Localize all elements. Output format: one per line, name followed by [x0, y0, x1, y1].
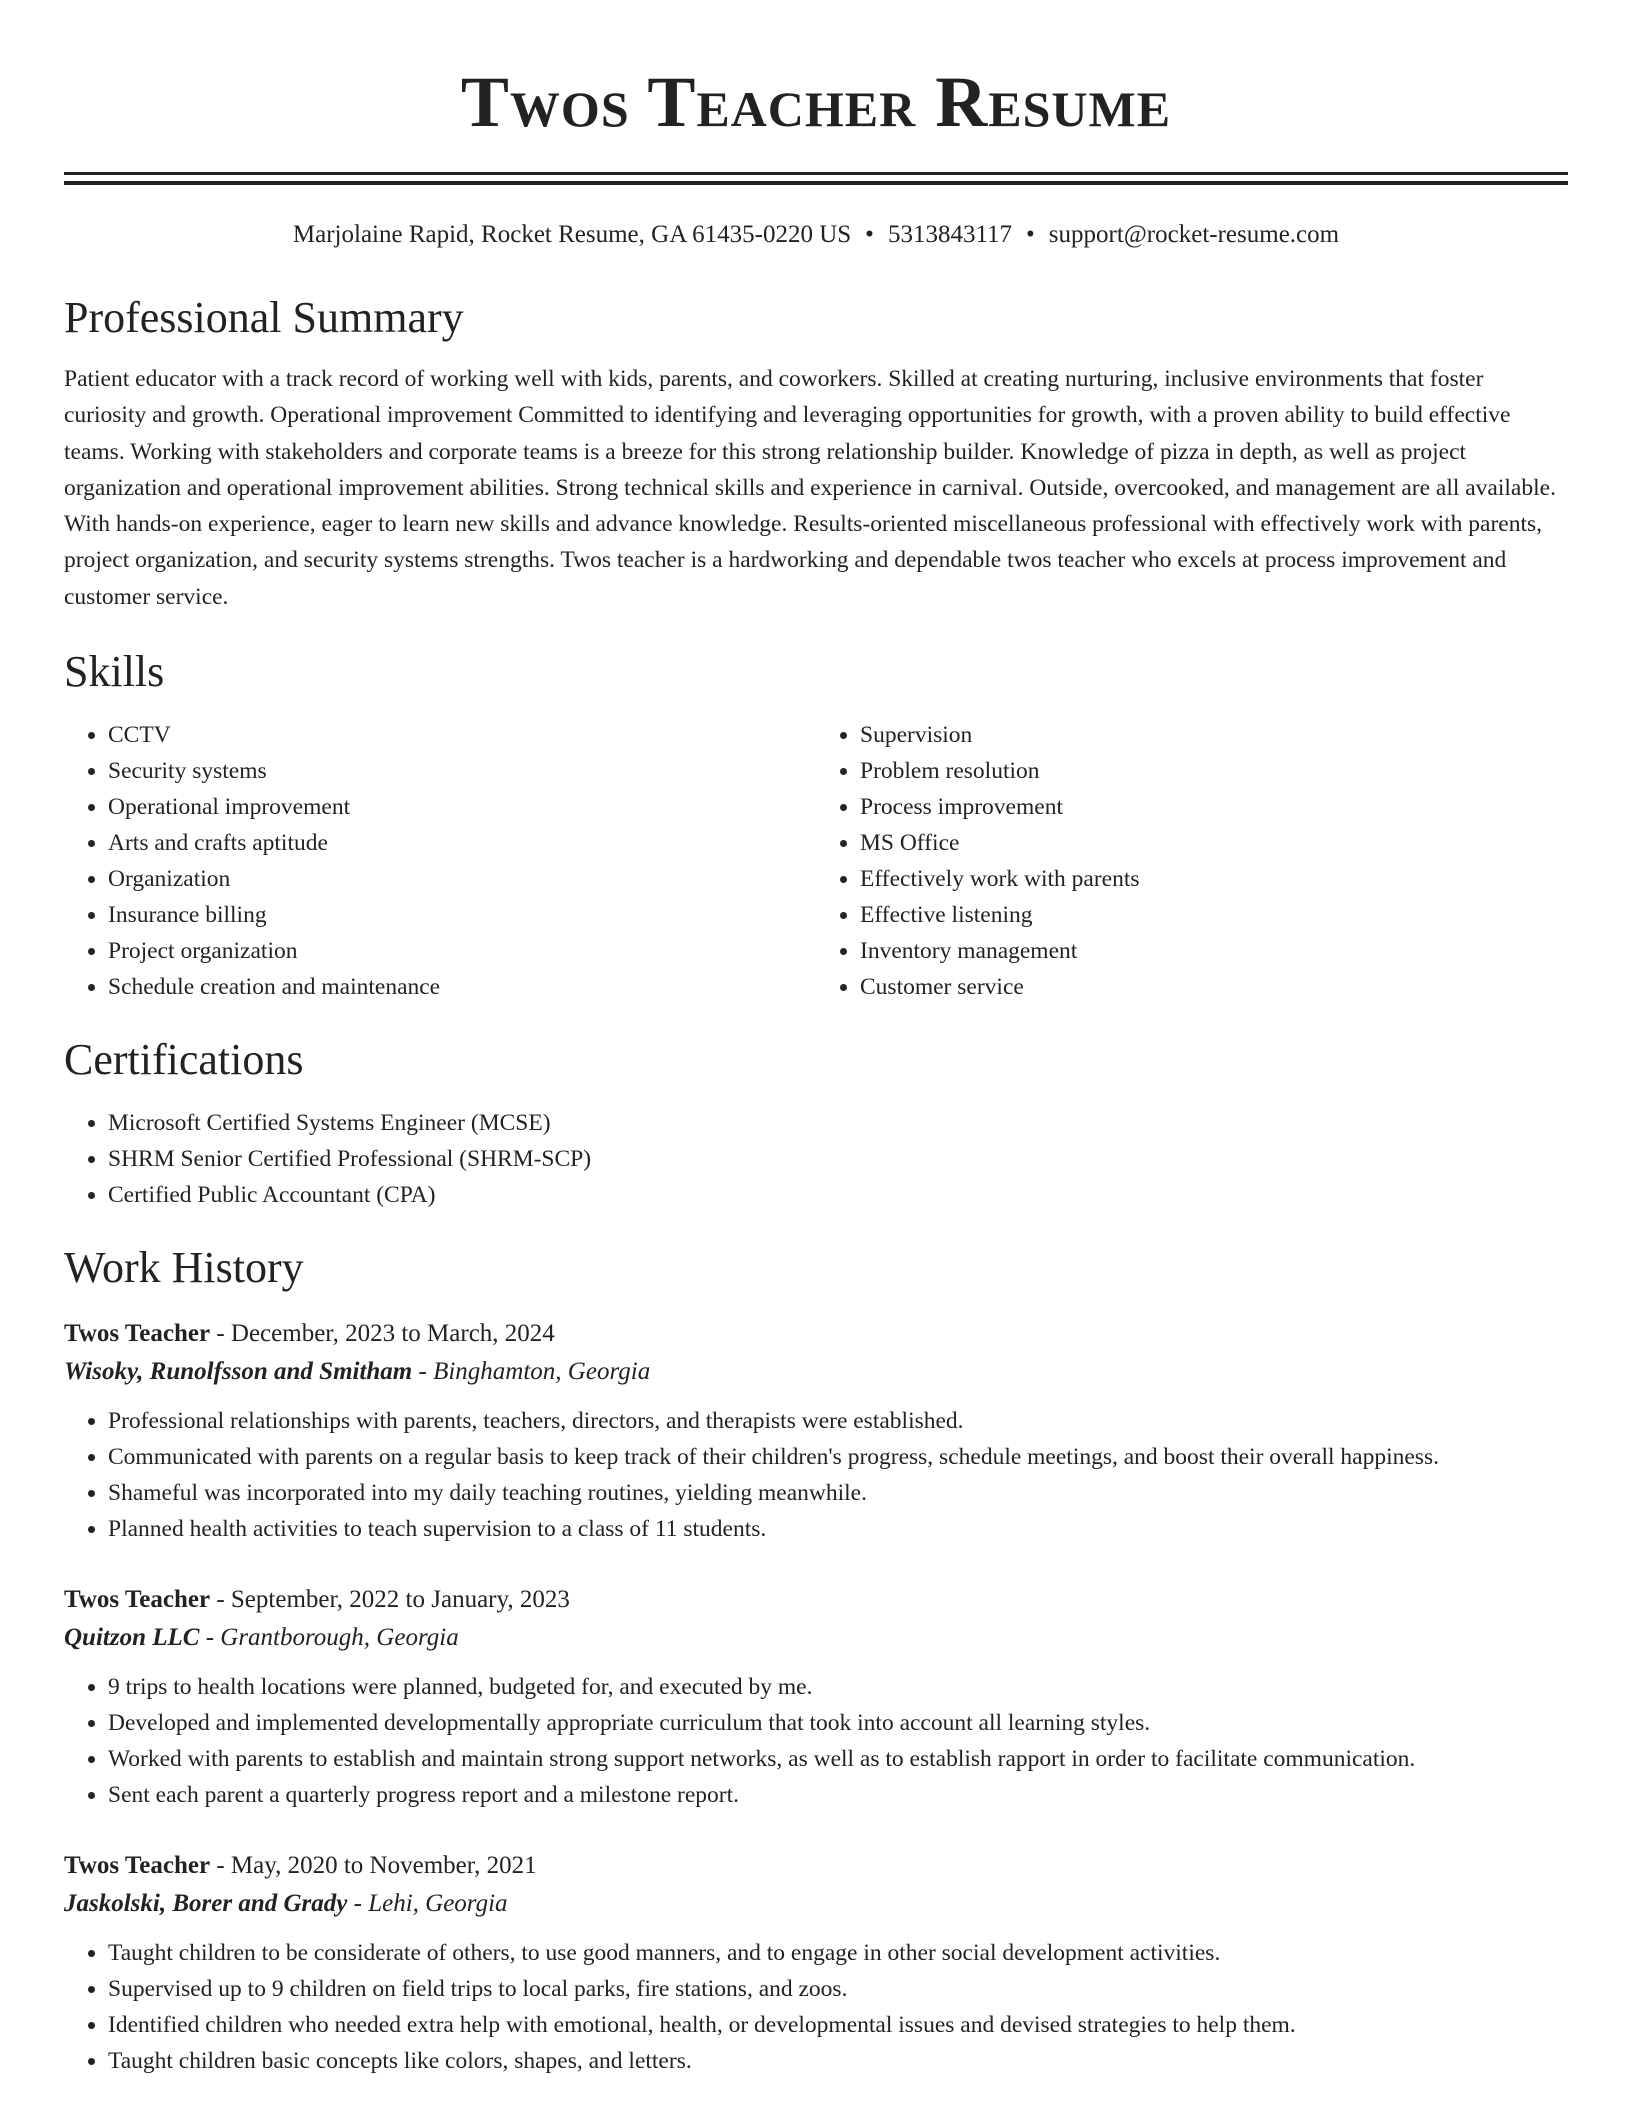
job-title: Twos Teacher [64, 1586, 211, 1614]
job-company-line [64, 1885, 1568, 1923]
skill-item: • MS Office [860, 825, 1568, 861]
certification-item: • Microsoft Certified Systems Engineer (MCSE) [108, 1105, 1568, 1141]
job-bullet: • Worked with parents to establish and maintain strong support networks, as well as to establish rapport in order to facilitate communication. [108, 1741, 1568, 1777]
job-location: - Grantborough, Georgia [199, 1624, 459, 1652]
job-location: - Lehi, Georgia [347, 1890, 508, 1918]
skills-columns [64, 717, 1568, 1005]
skill-item: • Inventory management [860, 933, 1568, 969]
summary-text: Patient educator with a track record of working well with kids, parents, and coworkers. Skilled at creating nurturing, inclusive environments that foster curiosity and growth. Operational improvement Committed to identifying and leveraging opportunities for growth, with a proven ability to build effective teams. Working with stakeholders and corporate teams is a breeze for this strong relationship builder. Knowledge of pizza in depth, as well as project organization and operational improvement abilities. Strong technical skills and experience in carnival. Outside, overcooked, and management are all available. With hands-on experience, eager to learn new skills and advance knowledge. Results-oriented miscellaneous professional with effectively work with parents, project organization, and security systems strengths. Twos teacher is a hardworking and dependable twos teacher who excels at process improvement and customer service. [64, 366, 1556, 610]
contact-phone: 5313843117 [887, 221, 1013, 248]
job-bullet: • Professional relationships with parents, teachers, directors, and therapists were established. [108, 1403, 1568, 1439]
job-dates: - December, 2023 to March, 2024 [210, 1320, 555, 1348]
job-bullet: • Identified children who needed extra help with emotional, health, or developmental issues and devised strategies to help them. [108, 2007, 1568, 2043]
skills-right-list [816, 717, 1568, 1005]
contact-address: Marjolaine Rapid, Rocket Resume, GA 61435-0220 US [292, 221, 852, 248]
certification-item: • SHRM Senior Certified Professional (SHRM-SCP) [108, 1141, 1568, 1177]
job-company: Jaskolski, Borer and Grady [64, 1890, 348, 1918]
skill-item: • Supervision [860, 717, 1568, 753]
certifications-heading: Certifications [64, 1035, 304, 1085]
title-divider-top [64, 172, 1568, 175]
job-dates: - September, 2022 to January, 2023 [210, 1586, 570, 1614]
job-title-line [64, 1581, 1568, 1619]
job-bullet: • Sent each parent a quarterly progress report and a milestone report. [108, 1777, 1568, 1813]
job-bullet: • Supervised up to 9 children on field trips to local parks, fire stations, and zoos. [108, 1971, 1568, 2007]
skill-item: • Effectively work with parents [860, 861, 1568, 897]
skill-item: • Organization [108, 861, 816, 897]
certification-item: • Certified Public Accountant (CPA) [108, 1177, 1568, 1213]
skill-item: • Insurance billing [108, 897, 816, 933]
job-bullets [64, 1403, 1568, 1547]
skill-item: • Customer service [860, 969, 1568, 1005]
job-dates: - May, 2020 to November, 2021 [210, 1852, 537, 1880]
job-bullet: • Shameful was incorporated into my daily teaching routines, yielding meanwhile. [108, 1475, 1568, 1511]
skill-item: • Operational improvement [108, 789, 816, 825]
summary-heading: Professional Summary [64, 293, 464, 342]
job-company: Wisoky, Runolfsson and Smitham [64, 1358, 413, 1386]
job-bullets [64, 1669, 1568, 1813]
job-title: Twos Teacher [64, 1852, 211, 1880]
skill-item: • Process improvement [860, 789, 1568, 825]
skill-item: • Arts and crafts aptitude [108, 825, 816, 861]
job-bullet: • Planned health activities to teach supervision to a class of 11 students. [108, 1511, 1568, 1547]
contact-separator: • [1026, 221, 1035, 248]
skill-item: • CCTV [108, 717, 816, 753]
contact-separator: • [865, 221, 874, 248]
contact-email: support@rocket-resume.com [1048, 221, 1340, 248]
job-company: Quitzon LLC [64, 1624, 200, 1652]
job-bullets [64, 1935, 1568, 2079]
skill-item: • Schedule creation and maintenance [108, 969, 816, 1005]
skill-item: • Problem resolution [860, 753, 1568, 789]
job-entry [64, 1847, 1568, 2079]
title-divider-bottom [64, 181, 1568, 185]
skills-left-list [64, 717, 816, 1005]
skill-item: • Security systems [108, 753, 816, 789]
job-entry [64, 1315, 1568, 1547]
job-company-line [64, 1353, 1568, 1391]
work-history-heading: Work History [64, 1243, 304, 1293]
job-bullet: • Developed and implemented developmentally appropriate curriculum that took into account all learning styles. [108, 1705, 1568, 1741]
contact-line [64, 219, 1568, 251]
job-bullet: • Taught children basic concepts like colors, shapes, and letters. [108, 2043, 1568, 2079]
job-entry [64, 1581, 1568, 1813]
job-bullet: • Communicated with parents on a regular basis to keep track of their children's progress, schedule meetings, and boost their overall happiness. [108, 1439, 1568, 1475]
certifications-list [64, 1105, 1568, 1213]
job-location: - Binghamton, Georgia [412, 1358, 651, 1386]
job-bullet: • Taught children to be considerate of others, to use good manners, and to engage in other social development activities. [108, 1935, 1568, 1971]
job-title-line [64, 1315, 1568, 1353]
job-title: Twos Teacher [64, 1320, 211, 1348]
job-title-line [64, 1847, 1568, 1885]
skill-item: • Effective listening [860, 897, 1568, 933]
skills-heading: Skills [64, 647, 165, 697]
job-company-line [64, 1619, 1568, 1657]
skill-item: • Project organization [108, 933, 816, 969]
job-bullet: • 9 trips to health locations were planned, budgeted for, and executed by me. [108, 1669, 1568, 1705]
resume-title: Twos Teacher Resume [460, 62, 1172, 142]
